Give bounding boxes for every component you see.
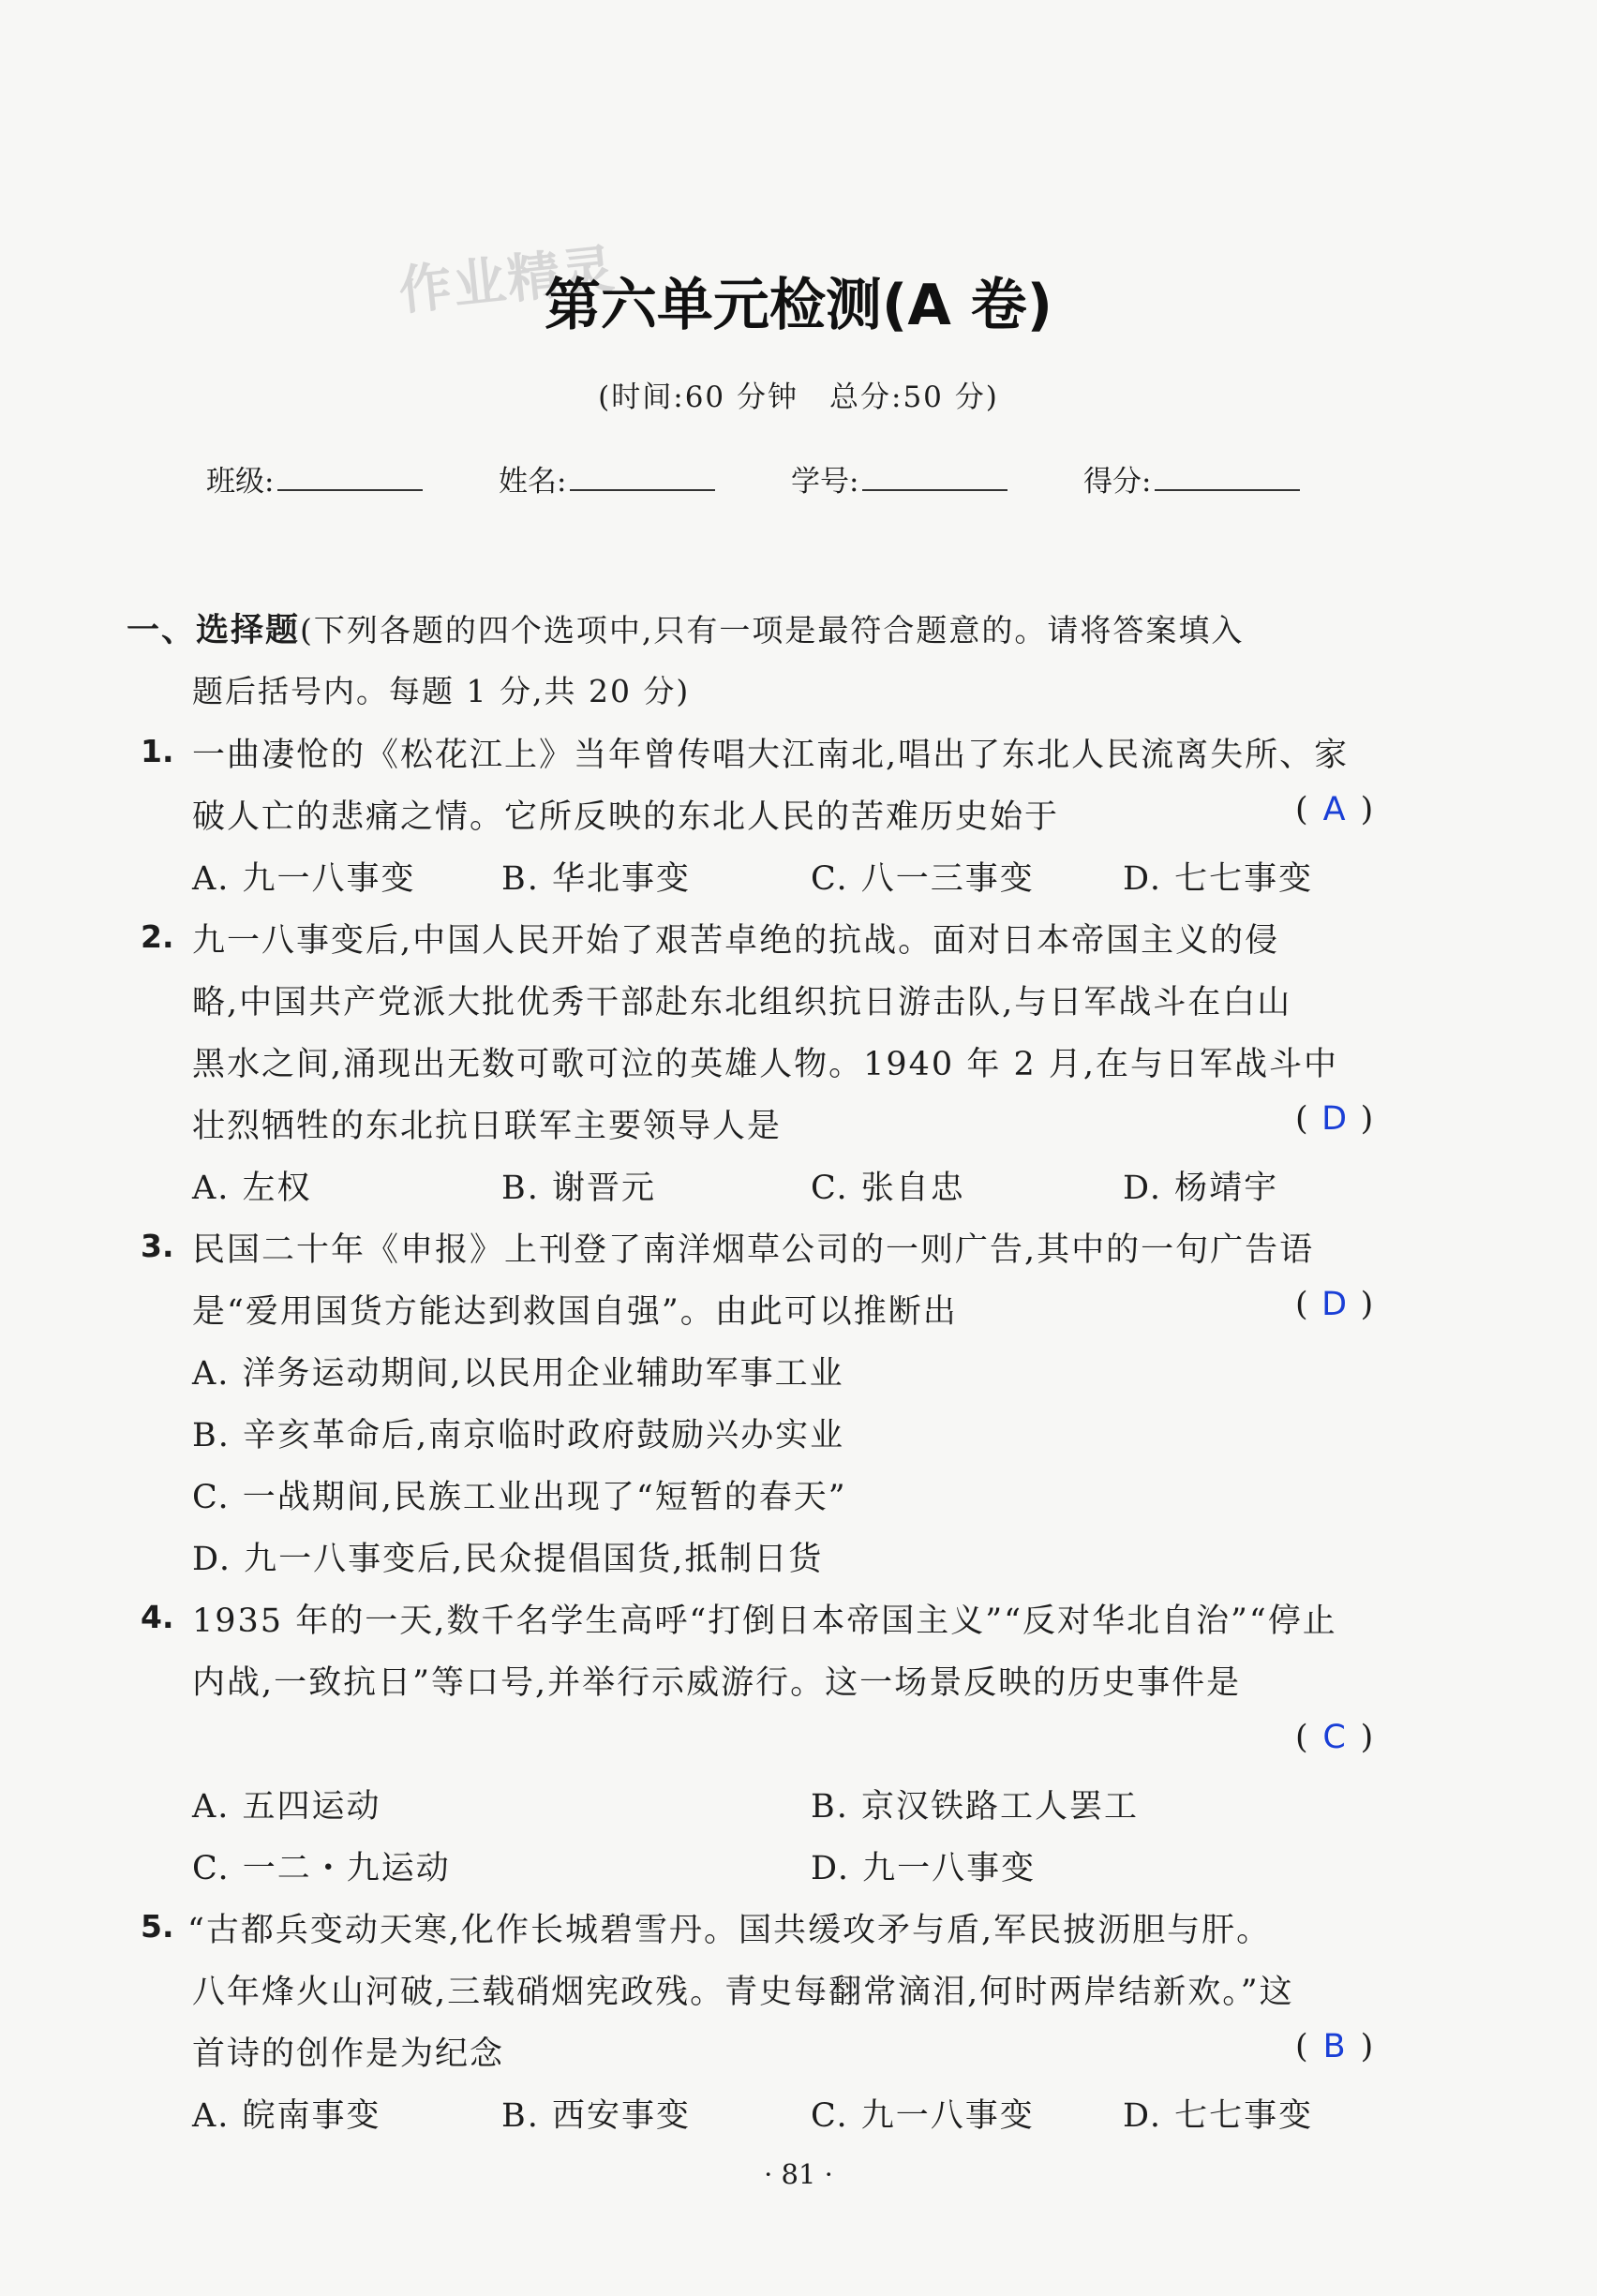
answer-bracket: ( D ) (1295, 1100, 1374, 1138)
option-c: C. 八一三事变 (811, 860, 1035, 898)
option-b: B. 辛亥革命后,南京临时政府鼓励兴办实业 (192, 1417, 845, 1454)
option-c: C. 张自忠 (811, 1170, 965, 1207)
question-number: 5. (141, 1908, 174, 1945)
question-number: 3. (141, 1228, 174, 1264)
score-blank[interactable] (1155, 461, 1300, 491)
question-text-line: 1935 年的一天,数千名学生高呼“打倒日本帝国主义”“反对华北自治”“停止 (192, 1603, 1337, 1640)
score-label: 得分: (1083, 465, 1152, 499)
option-b: B. 谢晋元 (501, 1170, 656, 1207)
time-score-info: (时间:60 分钟 总分:50 分) (598, 380, 999, 414)
number-field[interactable] (791, 457, 1007, 499)
question-text-line: 民国二十年《申报》上刊登了南洋烟草公司的一则广告,其中的一句广告语 (192, 1231, 1315, 1269)
question-text-line: 破人亡的悲痛之情。它所反映的东北人民的苦难历史始于 (192, 798, 1060, 836)
question-text-line: 九一八事变后,中国人民开始了艰苦卓绝的抗战。面对日本帝国主义的侵 (192, 922, 1280, 960)
watermark: 作业精灵 (396, 239, 619, 322)
question-text-line: 黑水之间,涌现出无数可歌可泣的英雄人物。1940 年 2 月,在与日军战斗中 (192, 1046, 1338, 1083)
answer-value: D (1321, 1100, 1348, 1138)
option-b: B. 华北事变 (501, 860, 691, 898)
answer-value: C (1322, 1719, 1346, 1756)
option-d: D. 杨靖宇 (1123, 1170, 1279, 1207)
option-b: B. 京汉铁路工人罢工 (811, 1788, 1139, 1826)
option-d: D. 七七事变 (1123, 860, 1314, 898)
option-c: C. 一二・九运动 (192, 1850, 451, 1887)
question-number: 4. (141, 1599, 174, 1635)
answer-bracket: ( A ) (1295, 791, 1374, 828)
section-instruction-1: (下列各题的四个选项中,只有一项是最符合题意的。请将答案填入 (300, 612, 1245, 649)
section-instruction-2: 题后括号内。每题 1 分,共 20 分) (192, 673, 691, 709)
question-text-line: “古都兵变动天寒,化作长城碧雪丹。国共缓攻矛与盾,军民披沥胆与肝。 (187, 1912, 1272, 1949)
answer-bracket: ( C ) (1295, 1719, 1374, 1756)
question-text-line: 略,中国共产党派大批优秀干部赴东北组织抗日游击队,与日军战斗在白山 (192, 984, 1292, 1021)
option-d: D. 七七事变 (1123, 2097, 1314, 2135)
question-text-line: 是“爱用国货方能达到救国自强”。由此可以推断出 (192, 1293, 958, 1331)
question-text-line: 一曲凄怆的《松花江上》当年曾传唱大江南北,唱出了东北人民流离失所、家 (192, 737, 1350, 774)
class-field[interactable] (206, 457, 423, 499)
answer-bracket: ( B ) (1295, 2028, 1374, 2065)
answer-value: A (1322, 791, 1346, 828)
section-heading (127, 604, 1244, 651)
class-blank[interactable] (277, 461, 423, 491)
option-d: D. 九一八事变后,民众提倡国货,抵制日货 (192, 1541, 824, 1578)
question-text-line: 内战,一致抗日”等口号,并举行示威游行。这一场景反映的历史事件是 (192, 1664, 1242, 1702)
name-blank[interactable] (570, 461, 715, 491)
option-c: C. 九一八事变 (811, 2097, 1035, 2135)
name-field[interactable] (499, 457, 715, 499)
question-text-line: 壮烈牺牲的东北抗日联军主要领导人是 (192, 1108, 783, 1145)
page-title: 第六单元检测(A 卷) (544, 273, 1053, 338)
question-number: 1. (141, 733, 174, 769)
question-text-line: 首诗的创作是为纪念 (192, 2035, 505, 2073)
answer-value: D (1321, 1286, 1348, 1323)
name-label: 姓名: (499, 465, 567, 499)
answer-bracket: ( D ) (1295, 1286, 1374, 1323)
option-a: A. 皖南事变 (192, 2097, 381, 2135)
option-a: A. 洋务运动期间,以民用企业辅助军事工业 (192, 1355, 844, 1393)
option-a: A. 左权 (192, 1170, 312, 1207)
option-a: A. 九一八事变 (192, 860, 416, 898)
number-blank[interactable] (862, 461, 1007, 491)
option-d: D. 九一八事变 (811, 1850, 1037, 1887)
section-title: 一、选择题 (127, 612, 301, 649)
option-c: C. 一战期间,民族工业出现了“短暂的春天” (192, 1479, 847, 1516)
option-a: A. 五四运动 (192, 1788, 381, 1826)
number-label: 学号: (791, 465, 859, 499)
option-b: B. 西安事变 (501, 2097, 691, 2135)
score-field[interactable] (1083, 457, 1300, 499)
answer-value: B (1322, 2028, 1346, 2065)
class-label: 班级: (206, 465, 275, 499)
question-text-line: 八年烽火山河破,三载硝烟宪政残。青史每翻常滴泪,何时两岸结新欢。”这 (192, 1974, 1294, 2011)
question-number: 2. (141, 918, 174, 955)
page-number: · 81 · (764, 2158, 833, 2190)
